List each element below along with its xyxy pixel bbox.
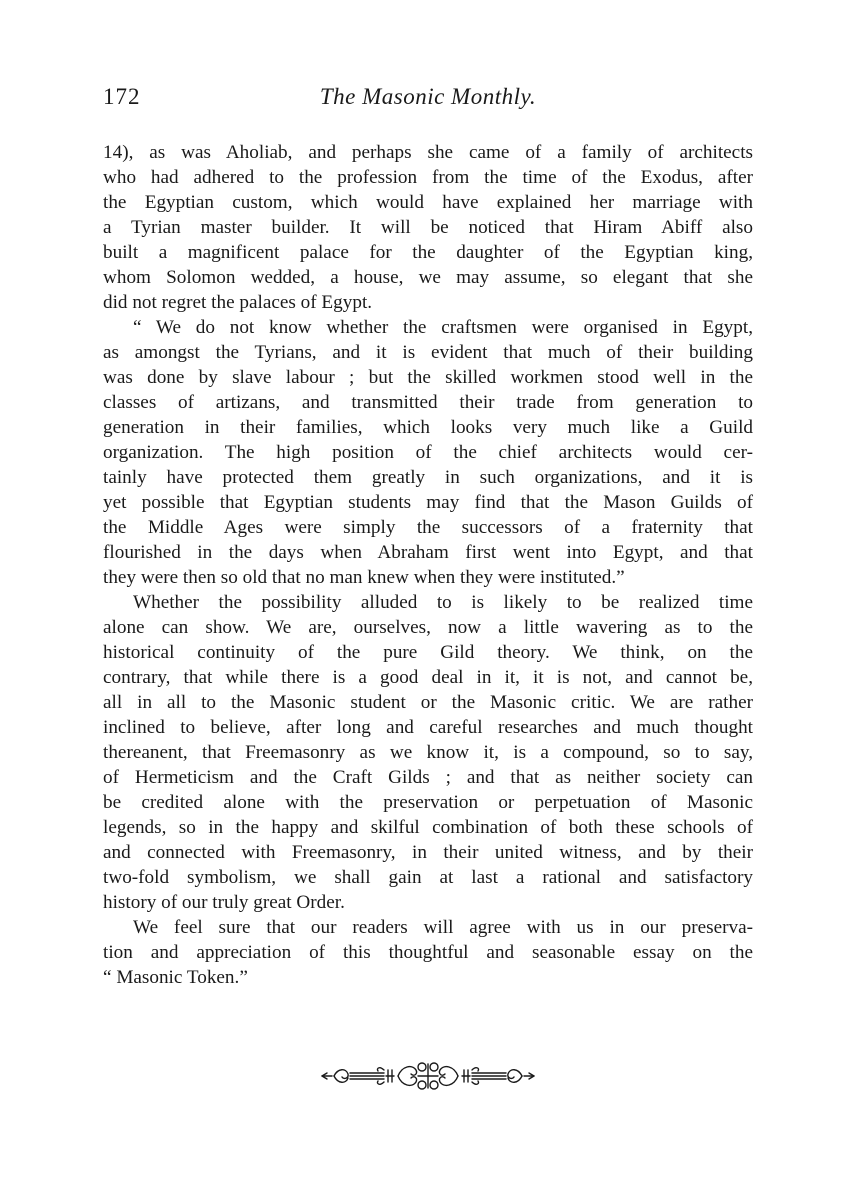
page-number: 172 <box>103 84 141 109</box>
text-line: thereanent, that Freemasonry as we know it, is a compound, so to say, <box>103 742 753 763</box>
text-line: inclined to believe, after long and careful researches and much thought <box>103 717 753 738</box>
paragraph <box>103 590 753 915</box>
text-line: classes of artizans, and transmitted their trade from generation to <box>103 392 753 413</box>
text-line: the Middle Ages were simply the successors of a fraternity that <box>103 517 753 538</box>
text-line: whom Solomon wedded, a house, we may assume, so elegant that she <box>103 267 753 288</box>
journal-title: The Masonic Monthly. <box>319 84 537 109</box>
text-line: built a magnificent palace for the daughter of the Egyptian king, <box>103 242 753 263</box>
text-line: “ We do not know whether the craftsmen were organised in Egypt, <box>133 317 753 338</box>
text-line: the Egyptian custom, which would have explained her marriage with <box>103 192 753 213</box>
decorative-ornament-icon <box>318 1058 538 1094</box>
running-head <box>103 84 753 118</box>
text-line: yet possible that Egyptian students may find that the Mason Guilds of <box>103 492 753 513</box>
text-line: contrary, that while there is a good deal in it, it is not, and cannot be, <box>103 667 753 688</box>
text-line: a Tyrian master builder. It will be noticed that Hiram Abiff also <box>103 217 753 238</box>
text-line: tainly have protected them greatly in such organizations, and it is <box>103 467 753 488</box>
text-line: of Hermeticism and the Craft Gilds ; and that as neither society can <box>103 767 753 788</box>
text-line: flourished in the days when Abraham first went into Egypt, and that <box>103 542 753 563</box>
text-line: We feel sure that our readers will agree with us in our preserva- <box>133 917 753 938</box>
text-line: 14), as was Aholiab, and perhaps she came of a family of architects <box>103 142 753 163</box>
text-line: historical continuity of the pure Gild theory. We think, on the <box>103 642 753 663</box>
text-line: and connected with Freemasonry, in their united witness, and by their <box>103 842 753 863</box>
text-line: legends, so in the happy and skilful combination of both these schools of <box>103 817 753 838</box>
text-line: two-fold symbolism, we shall gain at last a rational and satisfactory <box>103 867 753 888</box>
text-line: they were then so old that no man knew when they were instituted.” <box>103 567 625 588</box>
text-line: be credited alone with the preservation or perpetuation of Masonic <box>103 792 753 813</box>
text-line: was done by slave labour ; but the skilled workmen stood well in the <box>103 367 753 388</box>
text-line: organization. The high position of the chief architects would cer- <box>103 442 753 463</box>
text-line: generation in their families, which looks very much like a Guild <box>103 417 753 438</box>
text-line: alone can show. We are, ourselves, now a little wavering as to the <box>103 617 753 638</box>
text-line: as amongst the Tyrians, and it is evident that much of their building <box>103 342 753 363</box>
text-line: “ Masonic Token.” <box>103 967 248 988</box>
text-line: Whether the possibility alluded to is likely to be realized time <box>133 592 753 613</box>
body-text <box>103 140 753 990</box>
text-line: who had adhered to the profession from the time of the Exodus, after <box>103 167 753 188</box>
paragraph <box>103 315 753 590</box>
text-line: all in all to the Masonic student or the Masonic critic. We are rather <box>103 692 753 713</box>
paragraph <box>103 915 753 990</box>
text-line: did not regret the palaces of Egypt. <box>103 292 373 313</box>
paragraph <box>103 140 753 315</box>
text-line: history of our truly great Order. <box>103 892 345 913</box>
text-line: tion and appreciation of this thoughtful and seasonable essay on the <box>103 942 753 963</box>
